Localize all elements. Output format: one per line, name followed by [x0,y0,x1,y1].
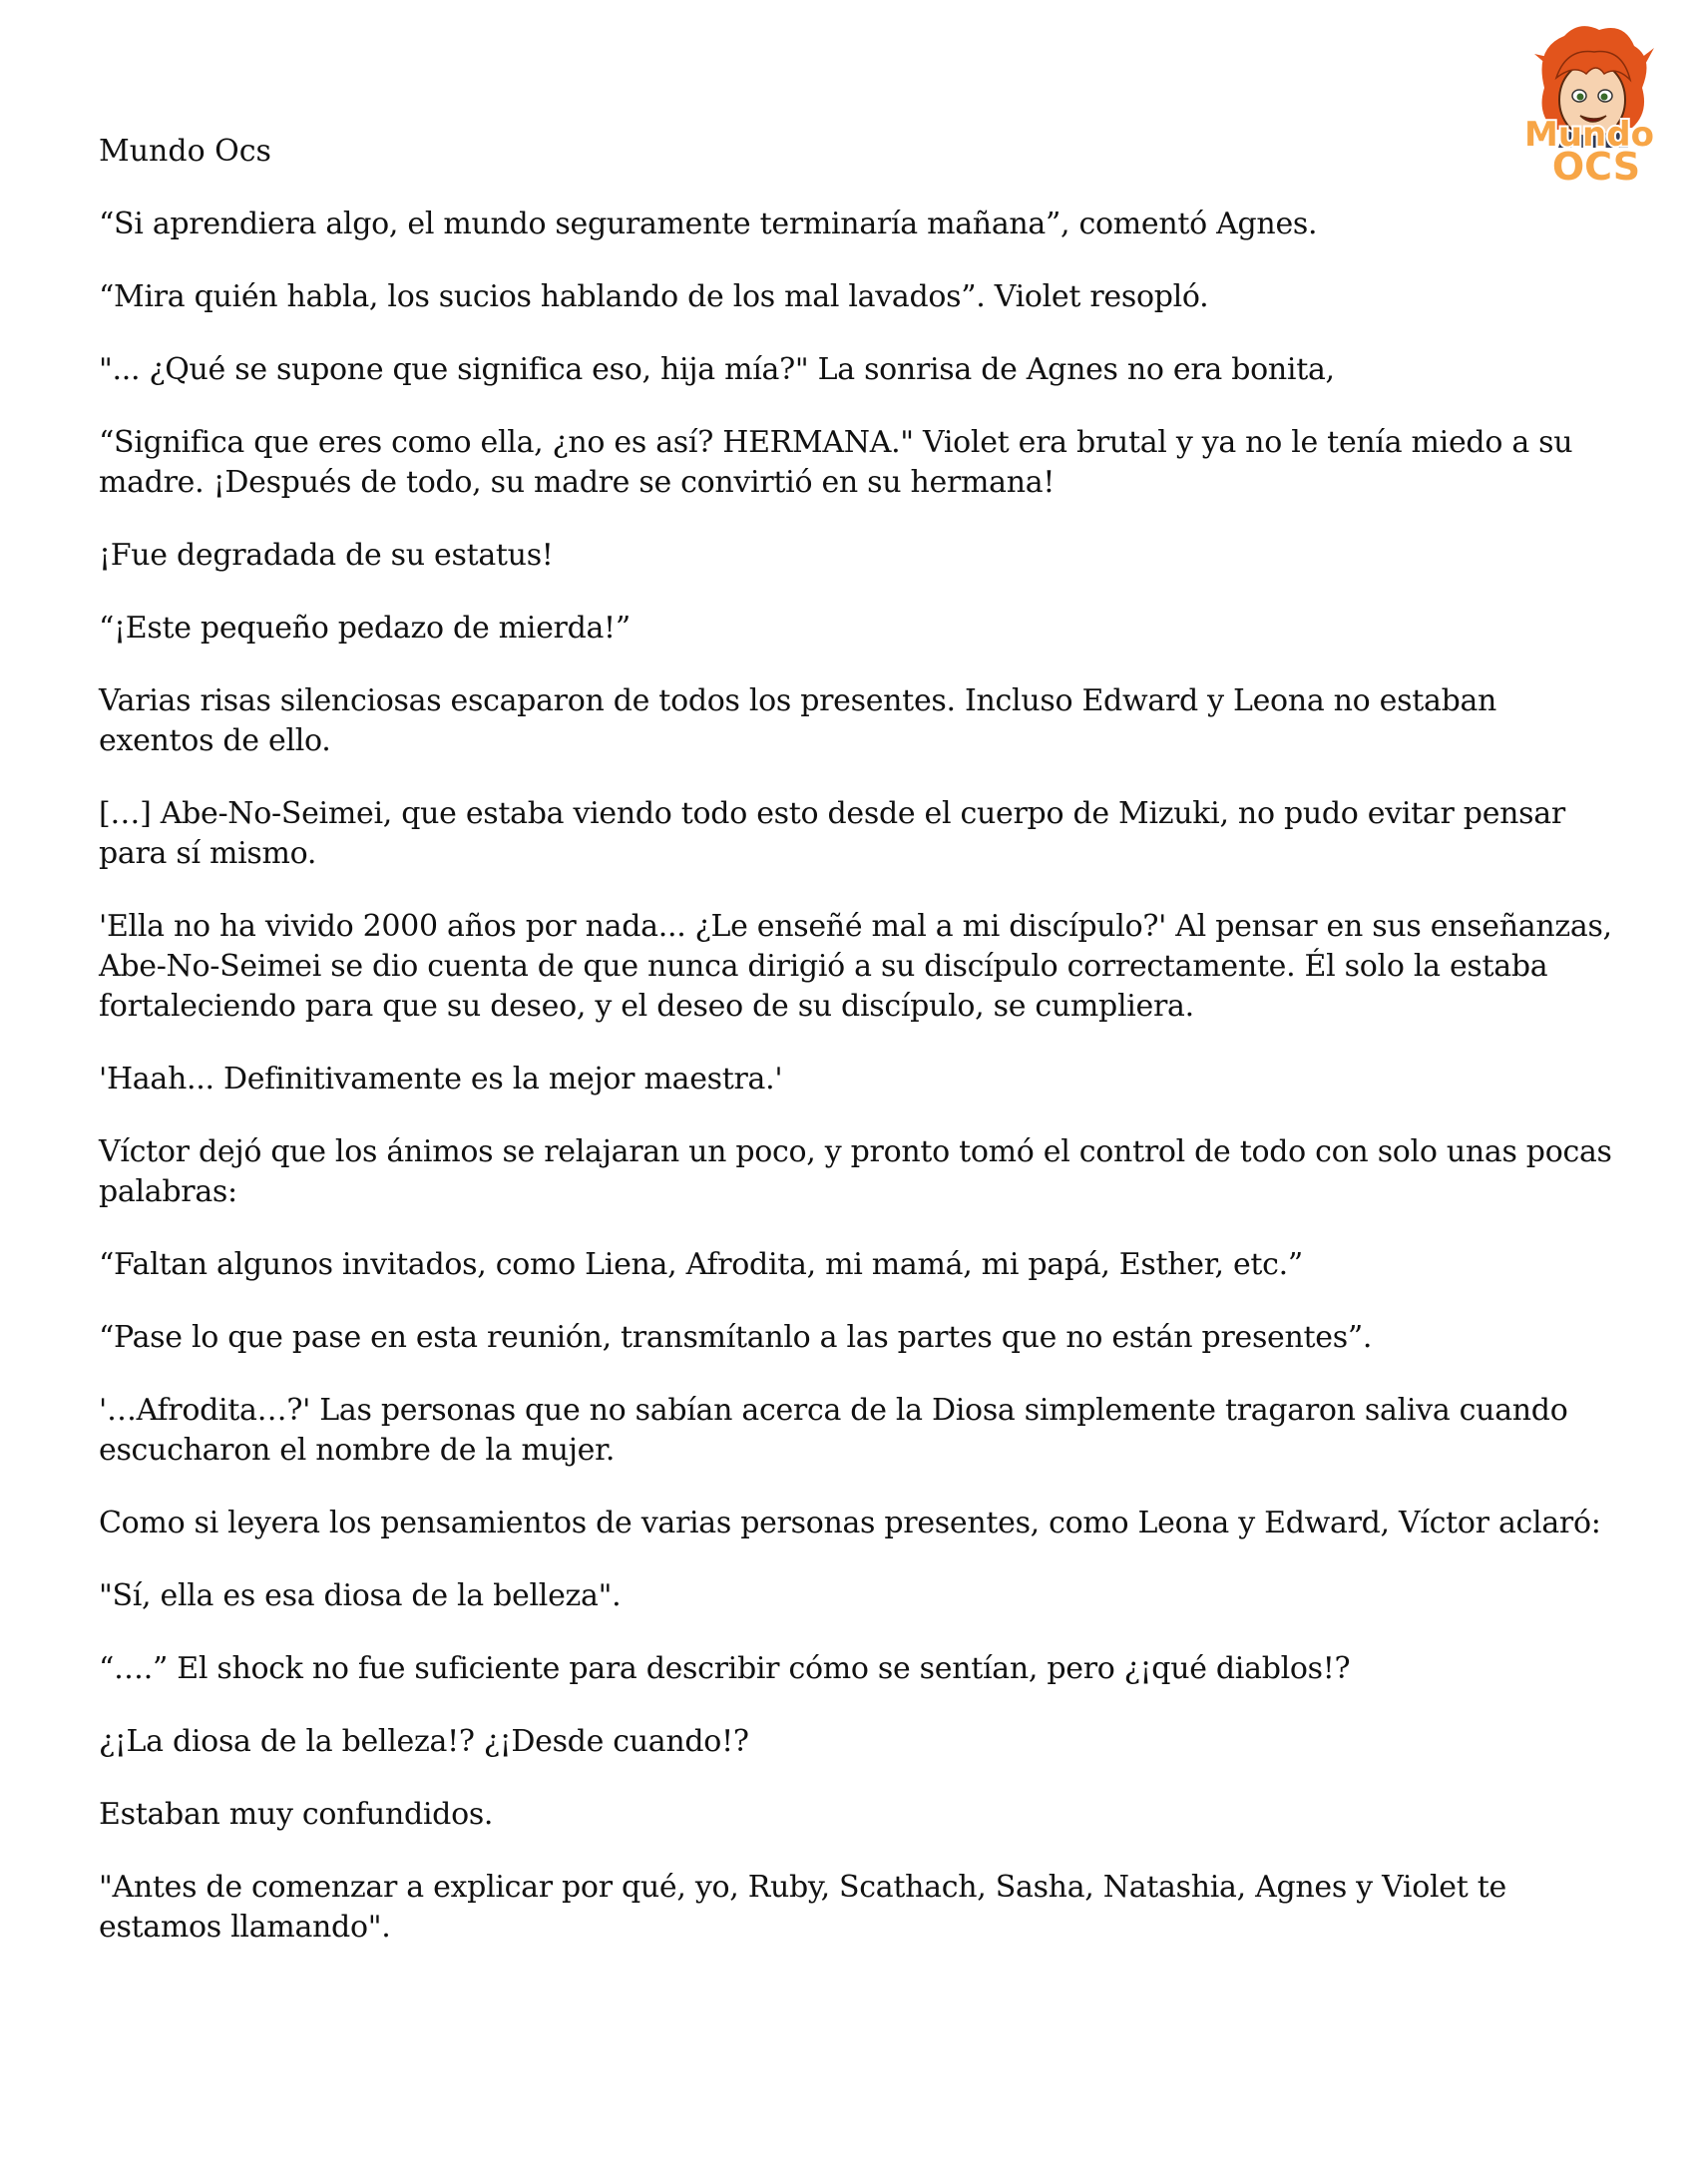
paragraph: Varias risas silenciosas escaparon de todos los presentes. Incluso Edward y Leona no estaban exentos de ello. [99,683,1497,758]
paragraph: “Faltan algunos invitados, como Liena, Afrodita, mi mamá, mi papá, Esther, etc.” [99,1247,1303,1282]
paragraph: ¿¡La diosa de la belleza!? ¿¡Desde cuando!? [99,1724,749,1759]
paragraph: Víctor dejó que los ánimos se relajaran un poco, y pronto tomó el control de todo con solo unas pocas palabras: [99,1134,1612,1209]
paragraph: Como si leyera los pensamientos de varias personas presentes, como Leona y Edward, Víctor aclaró: [99,1506,1601,1540]
paragraph: “¡Este pequeño pedazo de mierda!” [99,611,631,646]
paragraph: "Antes de comenzar a explicar por qué, yo, Ruby, Scathach, Sasha, Natashia, Agnes y Violet te estamos llamando". [99,1870,1506,1945]
paragraph: “….” El shock no fue suficiente para describir cómo se sentían, pero ¿¡qué diablos!? [99,1651,1351,1686]
paragraph: “Mira quién habla, los sucios hablando de los mal lavados”. Violet resopló. [99,279,1209,314]
paragraph: “Si aprendiera algo, el mundo seguramente terminaría mañana”, comentó Agnes. [99,207,1318,241]
paragraph-list [99,205,1615,1948]
paragraph: "Sí, ella es esa diosa de la belleza". [99,1578,622,1613]
document-header: Mundo Ocs [99,134,271,169]
paragraph: 'Ella no ha vivido 2000 años por nada... ¿Le enseñé mal a mi discípulo?' Al pensar en sus enseñanzas, Abe-No-Seimei se dio cuenta de que nunca dirigió a su discípulo correctamente. Él solo la estaba fortaleciendo para que su deseo, y el deseo de su discípulo, se cumpliera. [99,909,1612,1024]
logo-text-ocs: OCS [1551,145,1641,189]
logo-text-mundo: Mundo [1524,115,1654,155]
paragraph: "... ¿Qué se supone que significa eso, hija mía?" La sonrisa de Agnes no era bonita, [99,352,1335,387]
paragraph: 'Haah... Definitivamente es la mejor maestra.' [99,1062,783,1096]
document-body [99,132,1615,1980]
paragraph: “Significa que eres como ella, ¿no es así? HERMANA." Violet era brutal y ya no le tenía miedo a su madre. ¡Después de todo, su madre se convirtió en su hermana! [99,425,1573,500]
paragraph: '…Afrodita…?' Las personas que no sabían acerca de la Diosa simplemente tragaron saliva cuando escucharon el nombre de la mujer. [99,1393,1568,1468]
paragraph: ¡Fue degradada de su estatus! [99,538,554,573]
paragraph: “Pase lo que pase en esta reunión, transmítanlo a las partes que no están presentes”. [99,1320,1373,1355]
paragraph: […] Abe-No-Seimei, que estaba viendo todo esto desde el cuerpo de Mizuki, no pudo evitar pensar para sí mismo. [99,796,1565,871]
paragraph: Estaban muy confundidos. [99,1797,494,1832]
